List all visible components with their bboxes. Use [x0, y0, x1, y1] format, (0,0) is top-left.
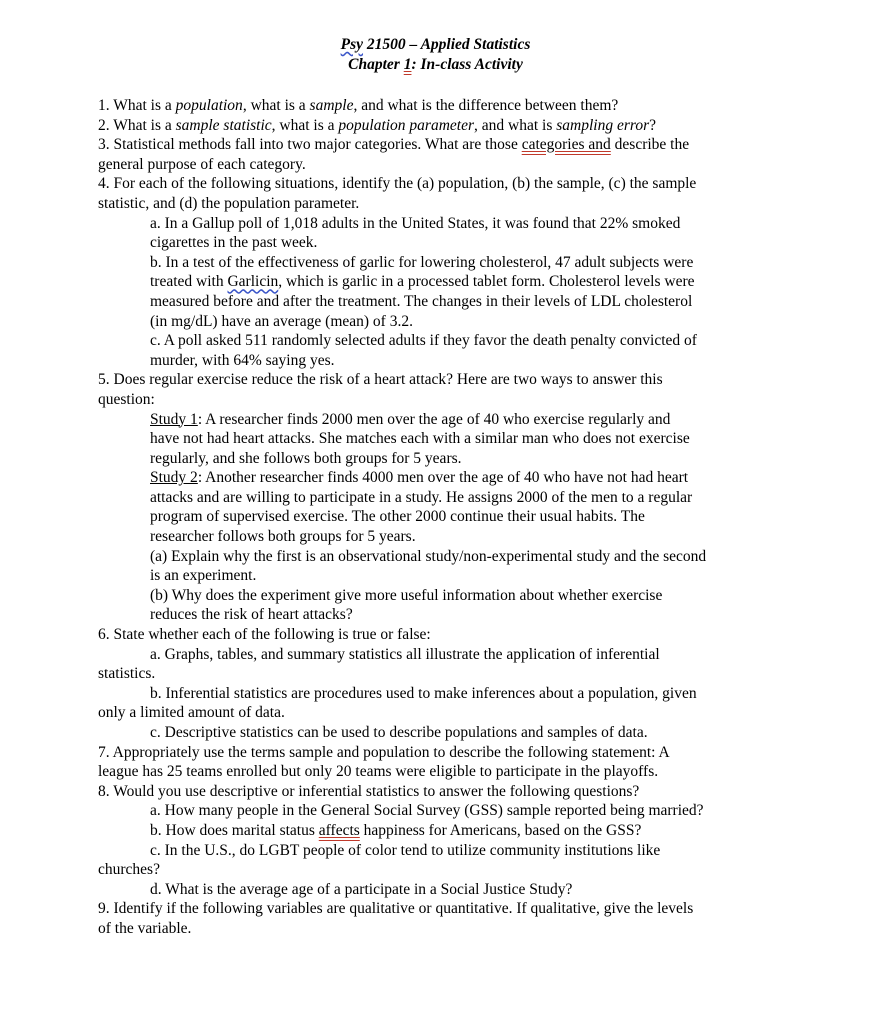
q5b-line-2: reduces the risk of heart attacks? [150, 606, 353, 624]
study-2-line-3: program of supervised exercise. The other 2000 continue their usual habits. The [150, 508, 645, 526]
q6-line-1: 6. State whether each of the following is true or false: [98, 626, 431, 644]
q2-term-sample-statistic: sample statistic [175, 116, 272, 134]
q6b-line-1: b. Inferential statistics are procedures used to make inferences about a population, given [150, 684, 697, 702]
q1-term-population: population [175, 97, 243, 114]
q4a-line-1: a. In a Gallup poll of 1,018 adults in the United States, it was found that 22% smoked [150, 214, 681, 232]
course-code: Psy [340, 36, 364, 53]
q4-line-1: 4. For each of the following situations, identify the (a) population, (b) the sample, (c) the sample [98, 175, 697, 193]
q8c-line-1: c. In the U.S., do LGBT people of color tend to utilize community institutions like [150, 841, 661, 859]
q1-text-a: 1. What is a [98, 97, 176, 114]
q6c-line-1: c. Descriptive statistics can be used to describe populations and samples of data. [150, 724, 648, 741]
study-2-label: Study 2 [150, 469, 198, 487]
document-title [0, 36, 871, 54]
q8b-grammar-word: affects [318, 821, 360, 839]
question-3 [98, 135, 778, 174]
q5a-line-2: is an experiment. [150, 567, 257, 585]
question-8 [98, 782, 778, 900]
q8c-line-2: churches? [98, 861, 160, 879]
q5b-line-1: (b) Why does the experiment give more useful information about whether exercise [150, 586, 663, 604]
q5-line-1: 5. Does regular exercise reduce the risk of a heart attack? Here are two ways to answer this [98, 371, 663, 389]
q3-line-2: general purpose of each category. [98, 155, 306, 173]
q2-text-e: , and what is [474, 116, 557, 134]
chapter-heading [0, 56, 871, 74]
q4-line-2: statistic, and (d) the population parameter. [98, 194, 360, 212]
q1-text-e: , and what is the difference between them? [353, 97, 619, 114]
q4b-line-1: b. In a test of the effectiveness of garlic for lowering cholesterol, 47 adult subjects were [150, 253, 694, 271]
q2-text-c: , what is a [271, 116, 339, 134]
q6a-line-2: statistics. [98, 665, 156, 683]
q4b-text-a: treated with [150, 273, 228, 291]
q2-text-g: ? [649, 116, 657, 134]
q4-part-b [150, 253, 778, 331]
q2-text-a: 2. What is a [98, 116, 176, 134]
q5-study-1 [150, 410, 778, 469]
q4c-line-1: c. A poll asked 511 randomly selected adults if they favor the death penalty convicted of [150, 332, 697, 350]
q4b-text-c: , which is garlic in a processed tablet form. Cholesterol levels were [278, 273, 695, 291]
chapter-number: 1 [403, 56, 412, 73]
q6b-line-2: only a limited amount of data. [98, 704, 285, 722]
study-1-label: Study 1 [150, 410, 198, 428]
q3-text-c: describe the [610, 136, 690, 154]
study-2-line-2: attacks and are willing to participate in a study. He assigns 2000 of the men to a regular [150, 488, 693, 506]
q5a-line-1: (a) Explain why the first is an observational study/non-experimental study and the second [150, 547, 707, 565]
question-7 [98, 743, 778, 782]
q2-term-population-parameter: population parameter [338, 116, 475, 134]
q1-text-c: , what is a [242, 97, 310, 114]
question-1 [98, 96, 778, 116]
study-1-line-2: have not had heart attacks. She matches each with a similar man who does not exercise [150, 430, 690, 448]
q1-term-sample: sample [309, 97, 354, 114]
q4c-line-2: murder, with 64% saying yes. [150, 351, 335, 369]
q3-marked-words: categories and [521, 136, 611, 154]
q4b-line-4: (in mg/dL) have an average (mean) of 3.2. [150, 312, 413, 330]
q5-part-a [150, 547, 778, 586]
q8b-text-a: b. How does marital status [150, 821, 319, 839]
q7-line-2: league has 25 teams enrolled but only 20 teams were eligible to participate in the playoffs. [98, 763, 659, 781]
question-9 [98, 899, 778, 938]
q8a-line-1: a. How many people in the General Social Survey (GSS) sample reported being married? [150, 802, 704, 820]
q4b-spellcheck-word: Garlicin [227, 273, 279, 291]
question-6 [98, 625, 778, 743]
chapter-word: Chapter [348, 56, 404, 73]
question-list [98, 96, 778, 939]
q8b-text-c: happiness for Americans, based on the GSS? [359, 821, 642, 839]
q5-part-b [150, 586, 778, 625]
study-2-line-4: researcher follows both groups for 5 years. [150, 528, 416, 546]
question-2 [98, 116, 778, 136]
q8-line-1: 8. Would you use descriptive or inferential statistics to answer the following questions? [98, 782, 640, 800]
q5-study-2 [150, 468, 778, 546]
q4b-line-3: measured before and after the treatment. The changes in their levels of LDL cholesterol [150, 292, 693, 310]
q5-line-2: question: [98, 390, 155, 408]
question-4 [98, 174, 778, 370]
q4a-line-2: cigarettes in the past week. [150, 234, 318, 252]
chapter-subtitle: : In-class Activity [411, 56, 523, 73]
q6a-line-1: a. Graphs, tables, and summary statistics all illustrate the application of inferential [150, 645, 660, 663]
q4-part-a [150, 214, 778, 253]
q2-term-sampling-error: sampling error [556, 116, 650, 134]
study-1-line-1: : A researcher finds 2000 men over the age of 40 who exercise regularly and [197, 410, 671, 428]
study-1-line-3: regularly, and she follows both groups for 5 years. [150, 449, 462, 467]
study-2-line-1: : Another researcher finds 4000 men over the age of 40 who have not had heart [197, 469, 689, 487]
q4-part-c [150, 331, 778, 370]
q9-line-1: 9. Identify if the following variables are qualitative or quantitative. If qualitative, give the levels [98, 900, 694, 918]
q3-text-a: 3. Statistical methods fall into two major categories. What are those [98, 136, 522, 154]
q7-line-1: 7. Appropriately use the terms sample and population to describe the following statement: A [98, 743, 670, 761]
course-name: 21500 – Applied Statistics [363, 36, 531, 53]
question-5 [98, 370, 778, 625]
q8d-line-1: d. What is the average age of a participate in a Social Justice Study? [150, 880, 573, 898]
q9-line-2: of the variable. [98, 919, 192, 937]
